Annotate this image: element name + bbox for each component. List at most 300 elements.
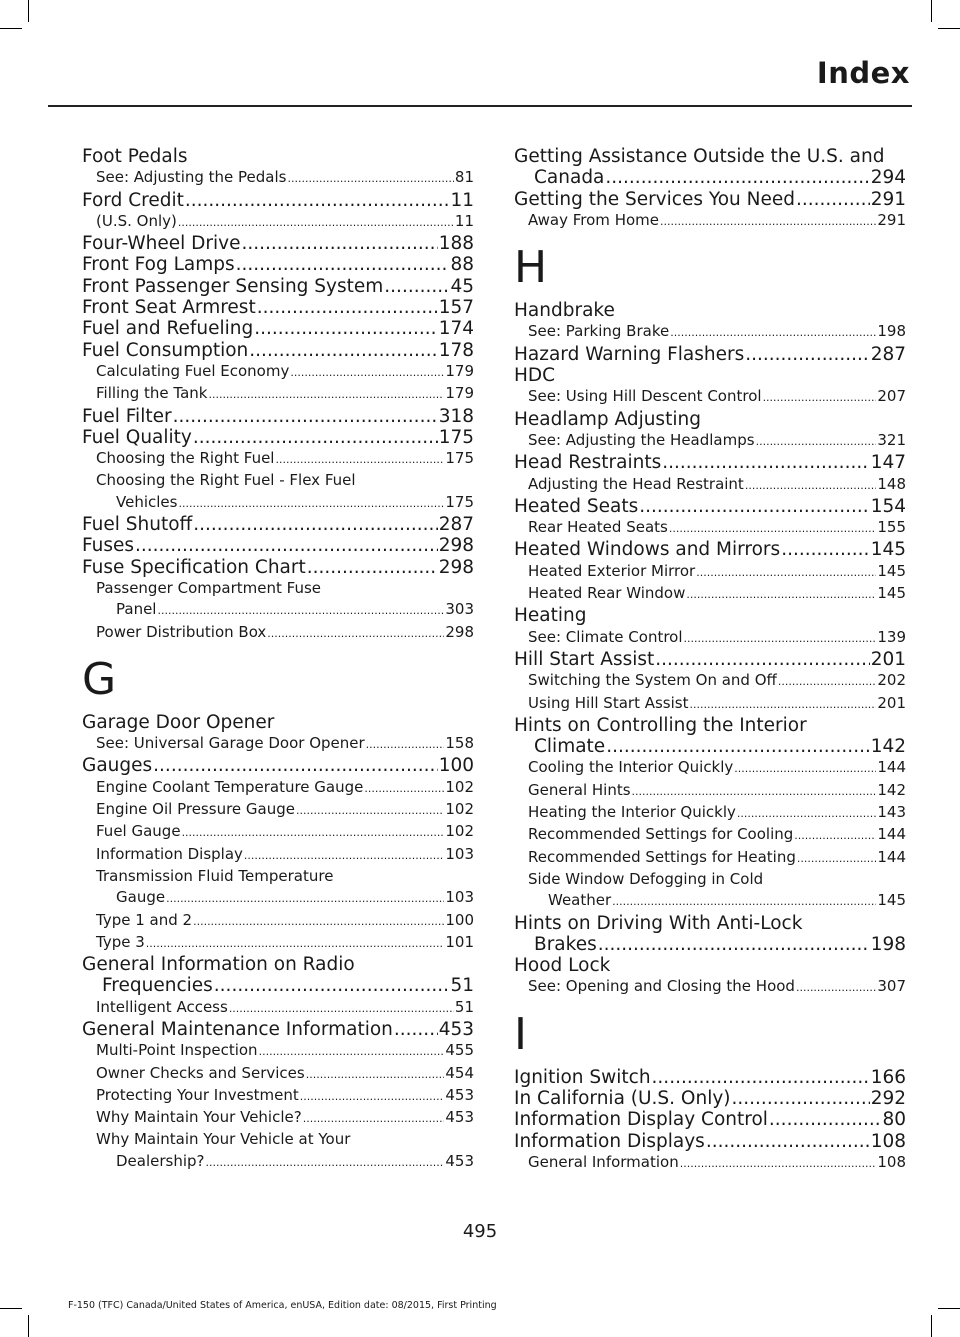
page-reference[interactable]: 453 [445, 1151, 474, 1170]
entry-label: Fuel and Refueling [82, 318, 254, 340]
index-entry[interactable] [514, 1067, 906, 1088]
index-entry[interactable] [82, 535, 474, 556]
page-reference[interactable]: 287 [438, 514, 474, 536]
dot-leader [745, 344, 869, 365]
index-subentry[interactable] [82, 1107, 474, 1129]
dot-leader [394, 1019, 438, 1040]
page-reference[interactable]: 453 [438, 1018, 474, 1040]
page-reference[interactable]: 287 [870, 343, 906, 365]
entry-label: General Hints [528, 780, 631, 799]
page-reference[interactable]: 155 [877, 518, 906, 537]
dot-leader [384, 276, 449, 297]
index-subentry[interactable] [514, 627, 906, 649]
index-heading: Heating [514, 605, 587, 627]
page-reference[interactable]: 51 [454, 997, 474, 1016]
entry-label: Multi-Point Inspection [96, 1041, 258, 1060]
entry-label: See: Climate Control [528, 627, 683, 646]
dot-leader [287, 168, 453, 189]
page-reference[interactable]: 11 [454, 211, 474, 230]
dot-leader [670, 322, 876, 343]
entry-label: Heated Exterior Mirror [528, 561, 696, 580]
page-reference[interactable]: 298 [438, 535, 474, 557]
entry-label: Frequencies [102, 975, 213, 997]
index-subentry[interactable] [514, 757, 906, 779]
dot-leader [769, 1109, 882, 1130]
page-reference[interactable]: 145 [877, 584, 906, 603]
dot-leader [366, 734, 445, 755]
page-reference[interactable]: 201 [870, 648, 906, 670]
page-reference[interactable]: 139 [877, 627, 906, 646]
index-entry[interactable] [514, 189, 906, 210]
page-reference[interactable]: 198 [870, 933, 906, 955]
edition-info: F-150 (TFC) Canada/United States of America, enUSA, Edition date: 08/2015, First Printing [68, 1300, 497, 1311]
dot-leader [606, 736, 869, 757]
index-subentry[interactable] [82, 997, 474, 1019]
index-entry[interactable] [514, 736, 906, 757]
entry-label: Climate [534, 736, 606, 758]
page-reference[interactable]: 453 [445, 1108, 474, 1127]
dot-leader [300, 1086, 445, 1107]
page-reference[interactable]: 88 [450, 254, 474, 276]
page-reference[interactable]: 175 [438, 426, 474, 448]
page-reference[interactable]: 292 [870, 1087, 906, 1109]
page-reference[interactable]: 453 [445, 1085, 474, 1104]
entry-label: Recommended Settings for Heating [528, 847, 796, 866]
index-entry[interactable] [82, 755, 474, 776]
dot-leader [157, 600, 444, 621]
page-reference[interactable]: 298 [438, 556, 474, 578]
entry-label: Hill Start Assist [514, 648, 655, 670]
entry-label: Front Seat Armrest [82, 297, 256, 319]
entry-label: Fuel Gauge [96, 822, 181, 841]
dot-leader [686, 584, 876, 605]
index-heading: General Information on Radio [82, 954, 355, 976]
dot-leader [254, 318, 437, 339]
entry-label: See: Parking Brake [528, 322, 670, 341]
index-entry[interactable] [82, 233, 474, 254]
index-entry[interactable] [82, 406, 474, 427]
entry-label: Engine Coolant Temperature Gauge [96, 777, 364, 796]
entry-label: Filling the Tank [96, 384, 208, 403]
crop-mark [938, 1308, 960, 1309]
page-reference[interactable]: 454 [445, 1063, 474, 1082]
section-letter: H [514, 242, 548, 294]
crop-mark [0, 28, 22, 29]
page-reference[interactable]: 108 [870, 1130, 906, 1152]
index-entry[interactable] [514, 496, 906, 517]
index-subentry[interactable] [514, 474, 906, 496]
dot-leader [680, 1153, 877, 1174]
index-subentry[interactable] [514, 802, 906, 824]
dot-leader [178, 493, 444, 514]
entry-label: General Maintenance Information [82, 1018, 393, 1040]
dot-leader [307, 557, 438, 578]
page-reference[interactable]: 80 [882, 1109, 906, 1131]
index-entry[interactable] [514, 649, 906, 670]
entry-label: Four-Wheel Drive [82, 233, 241, 255]
entry-label: Switching the System On and Off [528, 671, 777, 690]
index-subentry[interactable] [82, 910, 474, 932]
index-subentry[interactable] [82, 799, 474, 821]
entry-label: Type 1 and 2 [96, 910, 193, 929]
page-reference[interactable]: 102 [445, 777, 474, 796]
index-subentry[interactable] [514, 386, 906, 408]
index-subentry[interactable] [82, 821, 474, 843]
dot-leader [303, 1108, 445, 1129]
entry-label: Brakes [534, 933, 597, 955]
dot-leader [182, 822, 445, 843]
entry-label: Head Restraints [514, 452, 662, 474]
index-subentry[interactable] [514, 780, 906, 802]
index-subentry[interactable] [514, 670, 906, 692]
dot-leader [652, 1067, 870, 1088]
index-subentry[interactable] [82, 844, 474, 866]
dot-leader [173, 406, 438, 427]
section-letter: G [82, 653, 117, 705]
entry-label: Gauge [116, 888, 166, 907]
index-entry[interactable] [514, 1088, 906, 1109]
dot-leader [737, 803, 876, 824]
page-number: 495 [462, 1221, 498, 1242]
dot-leader [364, 778, 444, 799]
index-subentry[interactable] [514, 561, 906, 583]
dot-leader [605, 167, 869, 188]
entry-label: Owner Checks and Services [96, 1063, 305, 1082]
page-reference[interactable]: 103 [445, 888, 474, 907]
page-reference[interactable]: 179 [445, 384, 474, 403]
dot-leader [639, 496, 869, 517]
index-entry[interactable] [514, 1109, 906, 1130]
dot-leader [249, 340, 437, 361]
entry-label: Heated Windows and Mirrors [514, 539, 781, 561]
entry-label: Heated Seats [514, 495, 639, 517]
index-entry[interactable] [82, 190, 474, 211]
entry-label: Engine Oil Pressure Gauge [96, 800, 295, 819]
dot-leader [763, 387, 877, 408]
dot-leader [756, 431, 877, 452]
page-reference[interactable]: 174 [438, 318, 474, 340]
page-reference[interactable]: 157 [438, 297, 474, 319]
entry-label: Gauges [82, 755, 153, 777]
page-reference[interactable]: 144 [877, 825, 906, 844]
entry-label: Calculating Fuel Economy [96, 361, 290, 380]
crop-mark [28, 1315, 29, 1337]
page-reference[interactable]: 178 [438, 339, 474, 361]
index-heading: Handbrake [514, 300, 615, 322]
index-subentry[interactable] [82, 492, 474, 514]
dot-leader [796, 977, 876, 998]
index-subentry[interactable] [514, 517, 906, 539]
index-column-right [514, 146, 906, 1174]
dot-leader [745, 475, 877, 496]
dot-leader [193, 911, 444, 932]
index-subentry[interactable] [82, 1040, 474, 1062]
page-reference[interactable]: 207 [877, 387, 906, 406]
entry-label: Rear Heated Seats [528, 518, 668, 537]
entry-label: Away From Home [528, 210, 659, 229]
crop-mark [0, 1308, 22, 1309]
entry-label: Using Hill Start Assist [528, 693, 689, 712]
dot-leader [259, 1041, 445, 1062]
index-subentry[interactable] [514, 693, 906, 715]
page-reference[interactable]: 144 [877, 758, 906, 777]
entry-label: Fuel Quality [82, 426, 192, 448]
index-subentry[interactable] [82, 383, 474, 405]
index-entry[interactable] [82, 318, 474, 339]
entry-label: See: Universal Garage Door Opener [96, 734, 365, 753]
entry-label: Heating the Interior Quickly [528, 803, 736, 822]
dot-leader [214, 975, 450, 996]
index-heading: Getting Assistance Outside the U.S. and [514, 146, 885, 167]
entry-label: (U.S. Only) [96, 211, 177, 230]
page-reference[interactable]: 145 [877, 891, 906, 910]
dot-leader [796, 189, 870, 210]
index-entry[interactable] [82, 276, 474, 297]
page-reference[interactable]: 175 [445, 492, 474, 511]
page-reference[interactable]: 158 [445, 734, 474, 753]
entry-label: Information Display [96, 844, 243, 863]
dot-leader [193, 427, 438, 448]
dot-leader [166, 888, 444, 909]
index-subentry[interactable] [82, 887, 474, 909]
dot-leader [236, 254, 450, 275]
page-reference[interactable]: 11 [450, 189, 474, 211]
index-heading: Garage Door Opener [82, 711, 275, 733]
dot-leader [598, 934, 870, 955]
index-heading: Foot Pedals [82, 146, 188, 167]
dot-leader [178, 212, 454, 233]
dot-leader [257, 297, 438, 318]
index-subentry[interactable] [514, 210, 906, 232]
dot-leader [267, 623, 444, 644]
page-reference[interactable]: 148 [877, 474, 906, 493]
index-subentry[interactable] [514, 1152, 906, 1174]
dot-leader [660, 211, 876, 232]
dot-leader [244, 845, 444, 866]
dot-leader [684, 628, 877, 649]
page-reference[interactable]: 455 [445, 1041, 474, 1060]
index-subentry[interactable] [82, 599, 474, 621]
index-entry[interactable] [82, 1019, 474, 1040]
index-entry[interactable] [82, 514, 474, 535]
index-entry[interactable] [514, 934, 906, 955]
page-reference[interactable]: 294 [870, 167, 906, 189]
index-entry[interactable] [82, 340, 474, 361]
page-reference[interactable]: 142 [870, 736, 906, 758]
entry-label: Fuel Filter [82, 405, 172, 427]
index-subentry[interactable] [514, 430, 906, 452]
dot-leader [135, 535, 438, 556]
page-reference[interactable]: 303 [445, 600, 474, 619]
page-reference[interactable]: 318 [438, 405, 474, 427]
index-subentry[interactable] [514, 890, 906, 912]
index-subentry[interactable] [82, 777, 474, 799]
page-reference[interactable]: 101 [445, 932, 474, 951]
index-subentry[interactable] [82, 361, 474, 383]
page-reference[interactable]: 291 [877, 210, 906, 229]
dot-leader [612, 891, 876, 912]
dot-leader [734, 758, 876, 779]
index-entry[interactable] [514, 167, 906, 188]
page-reference[interactable]: 142 [877, 780, 906, 799]
entry-label: Why Maintain Your Vehicle? [96, 1108, 302, 1127]
index-subentry[interactable] [514, 321, 906, 343]
dot-leader [296, 800, 444, 821]
dot-leader [206, 1152, 445, 1173]
index-subentry-text: Choosing the Right Fuel - Flex Fuel [96, 471, 356, 490]
entry-label: Cooling the Interior Quickly [528, 758, 734, 777]
header-divider [48, 105, 912, 107]
crop-mark [28, 0, 29, 22]
entry-label: Fuses [82, 535, 135, 557]
dot-leader [778, 671, 877, 692]
page-reference[interactable]: 175 [445, 449, 474, 468]
index-subentry-text: Transmission Fluid Temperature [96, 866, 334, 885]
page-reference[interactable]: 179 [445, 361, 474, 380]
page-reference[interactable]: 100 [438, 755, 474, 777]
page-reference[interactable]: 102 [445, 800, 474, 819]
index-subentry[interactable] [82, 1151, 474, 1173]
page-reference[interactable]: 100 [445, 910, 474, 929]
dot-leader [797, 848, 876, 869]
entry-label: See: Using Hill Descent Control [528, 387, 762, 406]
section-letter: I [514, 1008, 527, 1060]
entry-label: Information Display Control [514, 1109, 768, 1131]
index-entry[interactable] [514, 539, 906, 560]
page-reference[interactable]: 144 [877, 847, 906, 866]
dot-leader [146, 933, 445, 954]
index-heading: HDC [514, 365, 556, 387]
dot-leader [696, 562, 876, 583]
dot-leader [229, 998, 454, 1019]
index-subentry[interactable] [82, 211, 474, 233]
page-reference[interactable]: 145 [870, 539, 906, 561]
index-heading: Hints on Controlling the Interior [514, 714, 807, 736]
index-subentry[interactable] [514, 847, 906, 869]
page-reference[interactable]: 321 [877, 430, 906, 449]
page-reference[interactable]: 291 [870, 188, 906, 210]
entry-label: General Information [528, 1152, 679, 1171]
index-subentry[interactable] [514, 976, 906, 998]
index-heading: Hints on Driving With Anti-Lock [514, 912, 803, 934]
entry-label: Heated Rear Window [528, 584, 686, 603]
dot-leader [290, 362, 444, 383]
page-reference[interactable]: 198 [877, 322, 906, 341]
page-reference[interactable]: 307 [877, 977, 906, 996]
index-heading: Hood Lock [514, 955, 611, 977]
entry-label: Choosing the Right Fuel [96, 449, 275, 468]
page-reference[interactable]: 143 [877, 803, 906, 822]
index-entry[interactable] [514, 344, 906, 365]
dot-leader [781, 539, 870, 560]
dot-leader [632, 781, 877, 802]
dot-leader [185, 190, 450, 211]
page-reference[interactable]: 298 [445, 622, 474, 641]
entry-label: Panel [116, 600, 157, 619]
page-reference[interactable]: 154 [870, 495, 906, 517]
page-reference[interactable]: 108 [877, 1152, 906, 1171]
page-reference[interactable]: 147 [870, 452, 906, 474]
dot-leader [794, 825, 876, 846]
entry-label: See: Adjusting the Pedals [96, 168, 287, 187]
entry-label: In California (U.S. Only) [514, 1087, 731, 1109]
index-subentry[interactable] [514, 824, 906, 846]
index-entry[interactable] [82, 975, 474, 996]
index-subentry[interactable] [82, 733, 474, 755]
index-subentry[interactable] [82, 932, 474, 954]
dot-leader [689, 694, 876, 715]
page-reference[interactable]: 102 [445, 822, 474, 841]
entry-label: Hazard Warning Flashers [514, 343, 745, 365]
page-title: Index [816, 56, 910, 90]
page-reference[interactable]: 51 [450, 975, 474, 997]
entry-label: Fuel Consumption [82, 339, 249, 361]
entry-label: Weather [548, 891, 612, 910]
entry-label: Getting the Services You Need [514, 188, 795, 210]
entry-label: Intelligent Access [96, 997, 228, 1016]
dot-leader [306, 1064, 445, 1085]
index-entry[interactable] [514, 1131, 906, 1152]
index-subentry[interactable] [514, 583, 906, 605]
page-reference[interactable]: 45 [450, 275, 474, 297]
entry-label: Type 3 [96, 932, 145, 951]
dot-leader [706, 1131, 870, 1152]
index-subentry-text: Side Window Defogging in Cold [528, 869, 764, 888]
page-reference[interactable]: 166 [870, 1066, 906, 1088]
index-subentry-text: Why Maintain Your Vehicle at Your [96, 1130, 351, 1149]
index-subentry[interactable] [82, 167, 474, 189]
page-reference[interactable]: 201 [877, 693, 906, 712]
entry-label: Dealership? [116, 1151, 205, 1170]
entry-label: Ignition Switch [514, 1066, 651, 1088]
index-heading: Headlamp Adjusting [514, 408, 701, 430]
dot-leader [662, 452, 869, 473]
index-subentry[interactable] [82, 622, 474, 644]
page-reference[interactable]: 188 [438, 233, 474, 255]
dot-leader [732, 1088, 870, 1109]
index-entry[interactable] [82, 254, 474, 275]
entry-label: Information Displays [514, 1130, 705, 1152]
entry-label: See: Opening and Closing the Hood [528, 977, 795, 996]
entry-label: Front Passenger Sensing System [82, 275, 384, 297]
index-column-left [82, 146, 474, 1173]
entry-label: Adjusting the Head Restraint [528, 474, 744, 493]
page-reference[interactable]: 81 [454, 168, 474, 187]
entry-label: Front Fog Lamps [82, 254, 235, 276]
index-subentry[interactable] [82, 1063, 474, 1085]
entry-label: Power Distribution Box [96, 622, 267, 641]
index-entry[interactable] [514, 452, 906, 473]
page-reference[interactable]: 145 [877, 561, 906, 580]
dot-leader [153, 755, 438, 776]
index-entry[interactable] [82, 427, 474, 448]
entry-label: Recommended Settings for Cooling [528, 825, 794, 844]
crop-mark [938, 28, 960, 29]
dot-leader [208, 384, 444, 405]
index-subentry[interactable] [82, 1085, 474, 1107]
entry-label: Fuse Specification Chart [82, 556, 306, 578]
entry-label: Fuel Shutoff [82, 514, 193, 536]
index-entry[interactable] [82, 297, 474, 318]
page-reference[interactable]: 202 [877, 671, 906, 690]
page-reference[interactable]: 103 [445, 844, 474, 863]
index-subentry-text: Passenger Compartment Fuse [96, 578, 321, 597]
index-entry[interactable] [82, 557, 474, 578]
crop-mark [931, 1315, 932, 1337]
entry-label: See: Adjusting the Headlamps [528, 430, 755, 449]
index-subentry[interactable] [82, 448, 474, 470]
dot-leader [275, 449, 444, 470]
